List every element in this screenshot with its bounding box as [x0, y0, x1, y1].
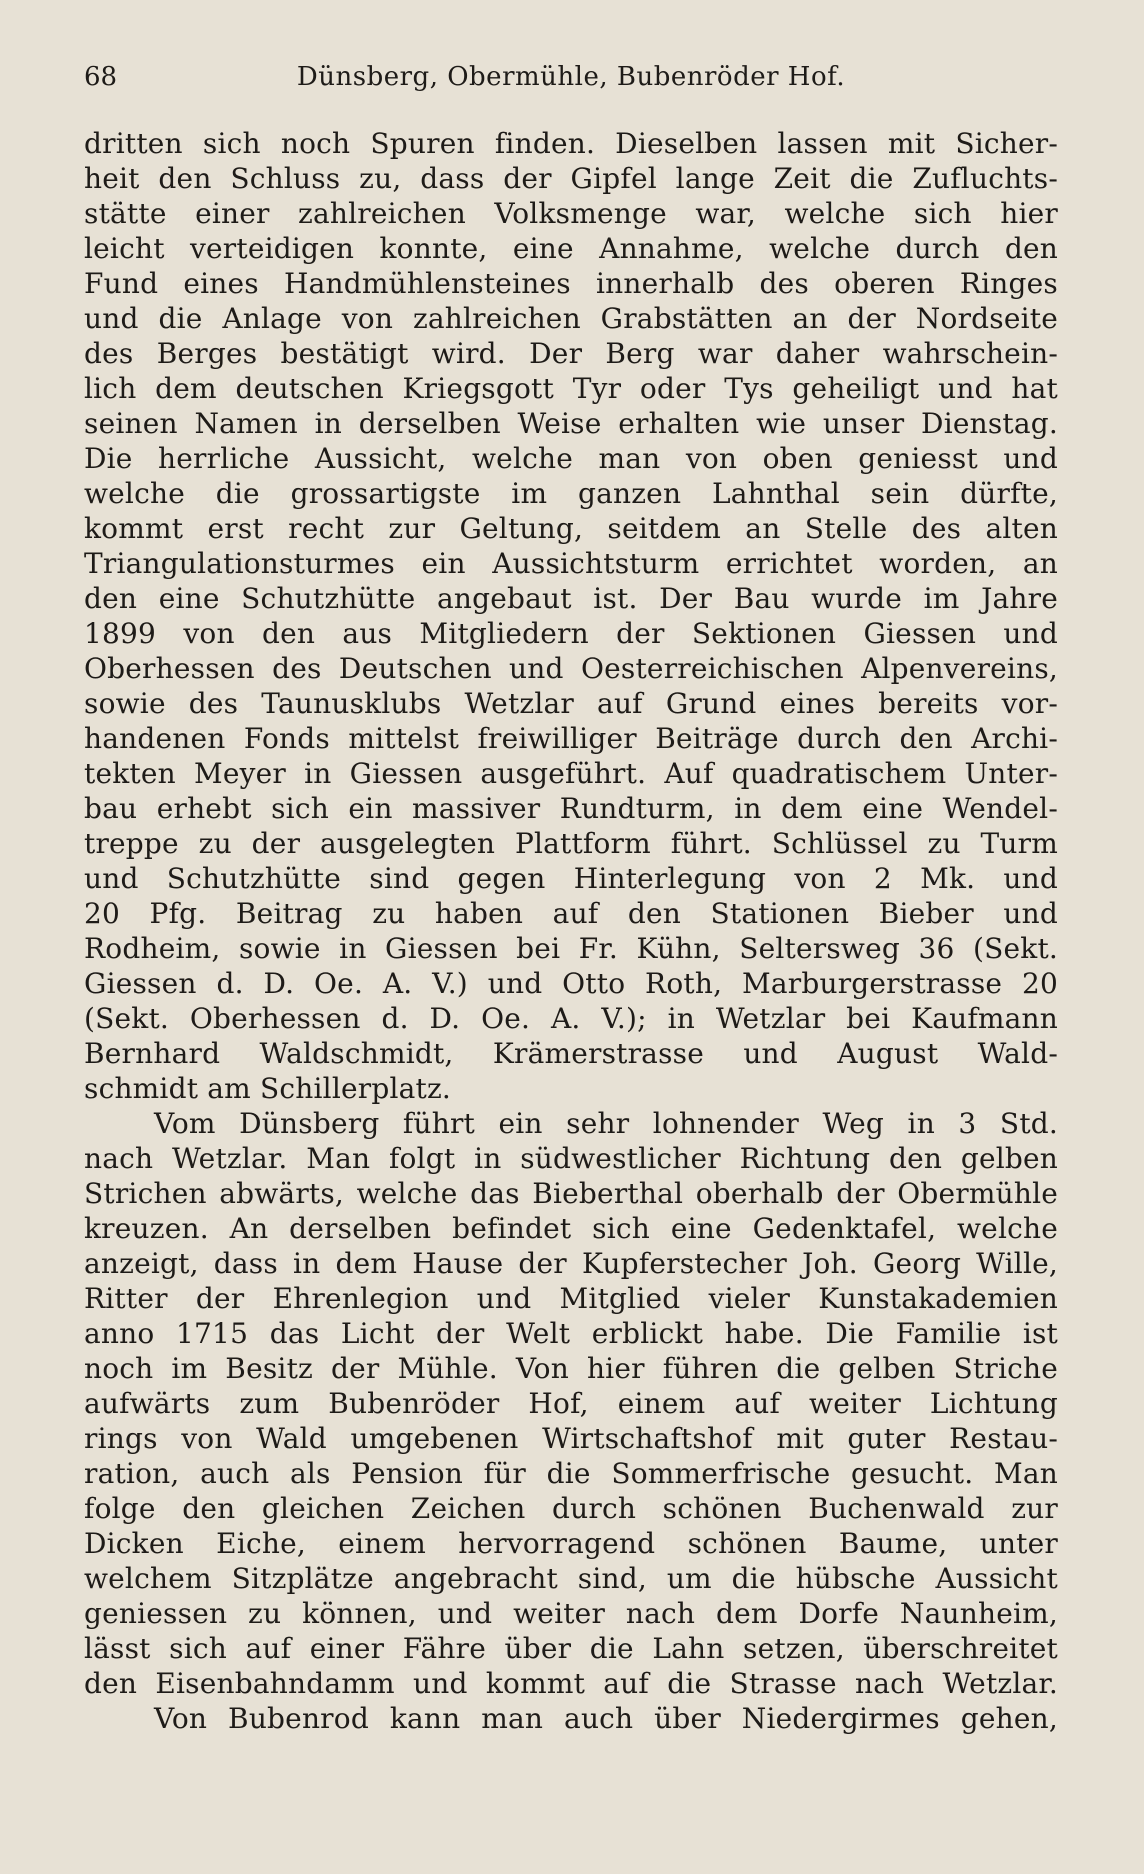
text-line: 20 Pfg. Beitrag zu haben auf den Stationen Bieber und [84, 897, 1058, 930]
page-header [84, 52, 1058, 102]
text-line: Giessen d. D. Oe. A. V.) und Otto Roth, Marburgerstrasse 20 [84, 967, 1058, 1000]
text-line: ration, auch als Pension für die Sommerfrische gesucht. Man [84, 1457, 1058, 1490]
text-line: Fund eines Handmühlensteines innerhalb des oberen Ringes [84, 267, 1058, 300]
text-line: welche die grossartigste im ganzen Lahnthal sein dürfte, [84, 477, 1058, 510]
text-line: (Sekt. Oberhessen d. D. Oe. A. V.); in Wetzlar bei Kaufmann [84, 1002, 1058, 1035]
text-line: des Berges bestätigt wird. Der Berg war daher wahrschein- [84, 337, 1058, 370]
text-line: leicht verteidigen konnte, eine Annahme, welche durch den [84, 232, 1058, 265]
text-line: noch im Besitz der Mühle. Von hier führen die gelben Striche [84, 1352, 1058, 1385]
text-line: tekten Meyer in Giessen ausgeführt. Auf quadratischem Unter- [84, 757, 1058, 790]
text-line: Oberhessen des Deutschen und Oesterreichischen Alpenvereins, [84, 652, 1058, 685]
text-line: lässt sich auf einer Fähre über die Lahn setzen, überschreitet [84, 1632, 1058, 1665]
text-line: stätte einer zahlreichen Volksmenge war, welche sich hier [84, 197, 1058, 230]
text-line: kommt erst recht zur Geltung, seitdem an Stelle des alten [84, 512, 1058, 545]
page-number: 68 [84, 62, 118, 92]
text-line: treppe zu der ausgelegten Plattform führt. Schlüssel zu Turm [84, 827, 1058, 860]
text-line: lich dem deutschen Kriegsgott Tyr oder Tys geheiligt und hat [84, 372, 1058, 405]
text-line: anzeigt, dass in dem Hause der Kupferstecher Joh. Georg Wille, [84, 1247, 1058, 1280]
text-line: Triangulationsturmes ein Aussichtsturm errichtet worden, an [84, 547, 1058, 580]
text-line: rings von Wald umgebenen Wirtschaftshof mit guter Restau- [84, 1422, 1058, 1455]
text-line: Rodheim, sowie in Giessen bei Fr. Kühn, Seltersweg 36 (Sekt. [84, 932, 1058, 965]
text-line: seinen Namen in derselben Weise erhalten wie unser Dienstag. [84, 407, 1058, 440]
running-title: Dünsberg, Obermühle, Bubenröder Hof. [296, 62, 846, 92]
text-line: heit den Schluss zu, dass der Gipfel lange Zeit die Zufluchts- [84, 162, 1058, 195]
text-line: Dicken Eiche, einem hervorragend schönen Baume, unter [84, 1527, 1058, 1560]
text-line: nach Wetzlar. Man folgt in südwestlicher Richtung den gelben [84, 1142, 1058, 1175]
text-line: welchem Sitzplätze angebracht sind, um die hübsche Aussicht [84, 1562, 1058, 1595]
text-line: Bernhard Waldschmidt, Krämerstrasse und August Wald- [84, 1037, 1058, 1070]
text-line: Strichen abwärts, welche das Bieberthal oberhalb der Obermühle [84, 1177, 1058, 1210]
text-line: geniessen zu können, und weiter nach dem Dorfe Naunheim, [84, 1597, 1058, 1630]
body-text [84, 126, 1058, 1736]
text-line: 1899 von den aus Mitgliedern der Sektionen Giessen und [84, 617, 1058, 650]
text-line: Vom Dünsberg führt ein sehr lohnender Weg in 3 Std. [154, 1107, 1058, 1140]
text-line: und die Anlage von zahlreichen Grabstätten an der Nordseite [84, 302, 1058, 335]
text-line: den Eisenbahndamm und kommt auf die Strasse nach Wetzlar. [84, 1667, 1058, 1700]
text-line: und Schutzhütte sind gegen Hinterlegung von 2 Mk. und [84, 862, 1058, 895]
text-line: Die herrliche Aussicht, welche man von oben geniesst und [84, 442, 1058, 475]
text-line: bau erhebt sich ein massiver Rundturm, in dem eine Wendel- [84, 792, 1058, 825]
text-line: handenen Fonds mittelst freiwilliger Beiträge durch den Archi- [84, 722, 1058, 755]
text-line: anno 1715 das Licht der Welt erblickt habe. Die Familie ist [84, 1317, 1058, 1350]
text-line: kreuzen. An derselben befindet sich eine Gedenktafel, welche [84, 1212, 1058, 1245]
text-line: den eine Schutzhütte angebaut ist. Der Bau wurde im Jahre [84, 582, 1058, 615]
text-line: aufwärts zum Bubenröder Hof, einem auf weiter Lichtung [84, 1387, 1058, 1420]
text-line: Ritter der Ehrenlegion und Mitglied vieler Kunstakademien [84, 1282, 1058, 1315]
text-line: dritten sich noch Spuren finden. Dieselben lassen mit Sicher- [84, 127, 1058, 160]
text-line: schmidt am Schillerplatz. [84, 1072, 452, 1105]
text-line: sowie des Taunusklubs Wetzlar auf Grund eines bereits vor- [84, 687, 1058, 720]
text-line: folge den gleichen Zeichen durch schönen Buchenwald zur [84, 1492, 1058, 1525]
text-line: Von Bubenrod kann man auch über Niedergirmes gehen, [154, 1702, 1058, 1735]
